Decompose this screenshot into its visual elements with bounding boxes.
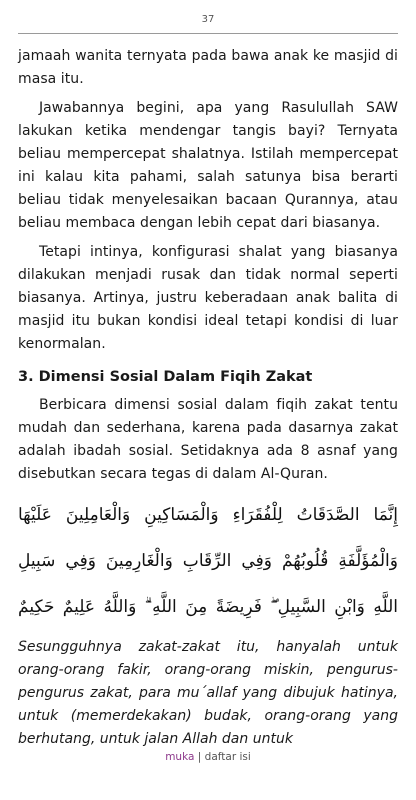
footer-separator: | — [197, 751, 202, 763]
table-of-contents-link[interactable]: daftar isi — [204, 751, 251, 763]
section-paragraph: Berbicara dimensi sosial dalam fiqih zakat tentu mudah dan sederhana, karena pada dasarnya zakat adalah ibadah sosial. Setidaknya ada 8 asnaf yang disebutkan secara tegas di dalam Al-Quran. — [18, 397, 398, 482]
page-content — [18, 45, 398, 751]
header-divider — [18, 33, 398, 34]
verse-translation: Sesungguhnya zakat-zakat itu, hanyalah untuk orang-orang fakir, orang-orang miskin, pengurus-pengurus zakat, para mu´allaf yang dibujuk hatinya, untuk (memerdekakan) budak, orang-orang yang berhutang, untuk jalan Allah dan untuk — [18, 639, 398, 747]
paragraph-continuation: jamaah wanita ternyata pada bawa anak ke masjid di masa itu. — [18, 48, 398, 87]
paragraph-answer: Jawabannya begini, apa yang Rasulullah SAW lakukan ketika mendengar tangis bayi? Ternyata beliau mempercepat shalatnya. Istilah mempercepat ini kalau kita pahami, salah satunya bisa berarti beliau tidak menyelesaikan bacaan Qurannya, atau beliau membaca dengan lebih cepat dari biasanya. — [18, 100, 398, 231]
quran-verse: إِنَّمَا الصَّدَقَاتُ لِلْفُقَرَاءِ وَالْمَسَاكِينِ وَالْعَامِلِينَ عَلَيْهَا وَالْمُؤَلَّفَةِ قُلُوبُهُمْ وَفِي الرِّقَابِ وَالْغَارِمِينَ وَفِي سَبِيلِ اللَّهِ وَابْنِ السَّبِيلِ ۖ فَرِيضَةً مِنَ اللَّهِ ۗ وَاللَّهُ عَلِيمٌ حَكِيمٌ — [18, 505, 398, 617]
paragraph-conclusion: Tetapi intinya, konfigurasi shalat yang biasanya dilakukan menjadi rusak dan tidak normal seperti biasanya. Artinya, justru keberadaan anak balita di masjid itu bukan kondisi ideal tetapi kondisi di luar kenormalan. — [18, 244, 398, 352]
home-link[interactable]: muka — [165, 751, 195, 763]
section-heading: 3. Dimensi Sosial Dalam Fiqih Zakat — [18, 369, 313, 385]
page-number: 37 — [201, 14, 215, 25]
footer-nav — [0, 751, 416, 763]
